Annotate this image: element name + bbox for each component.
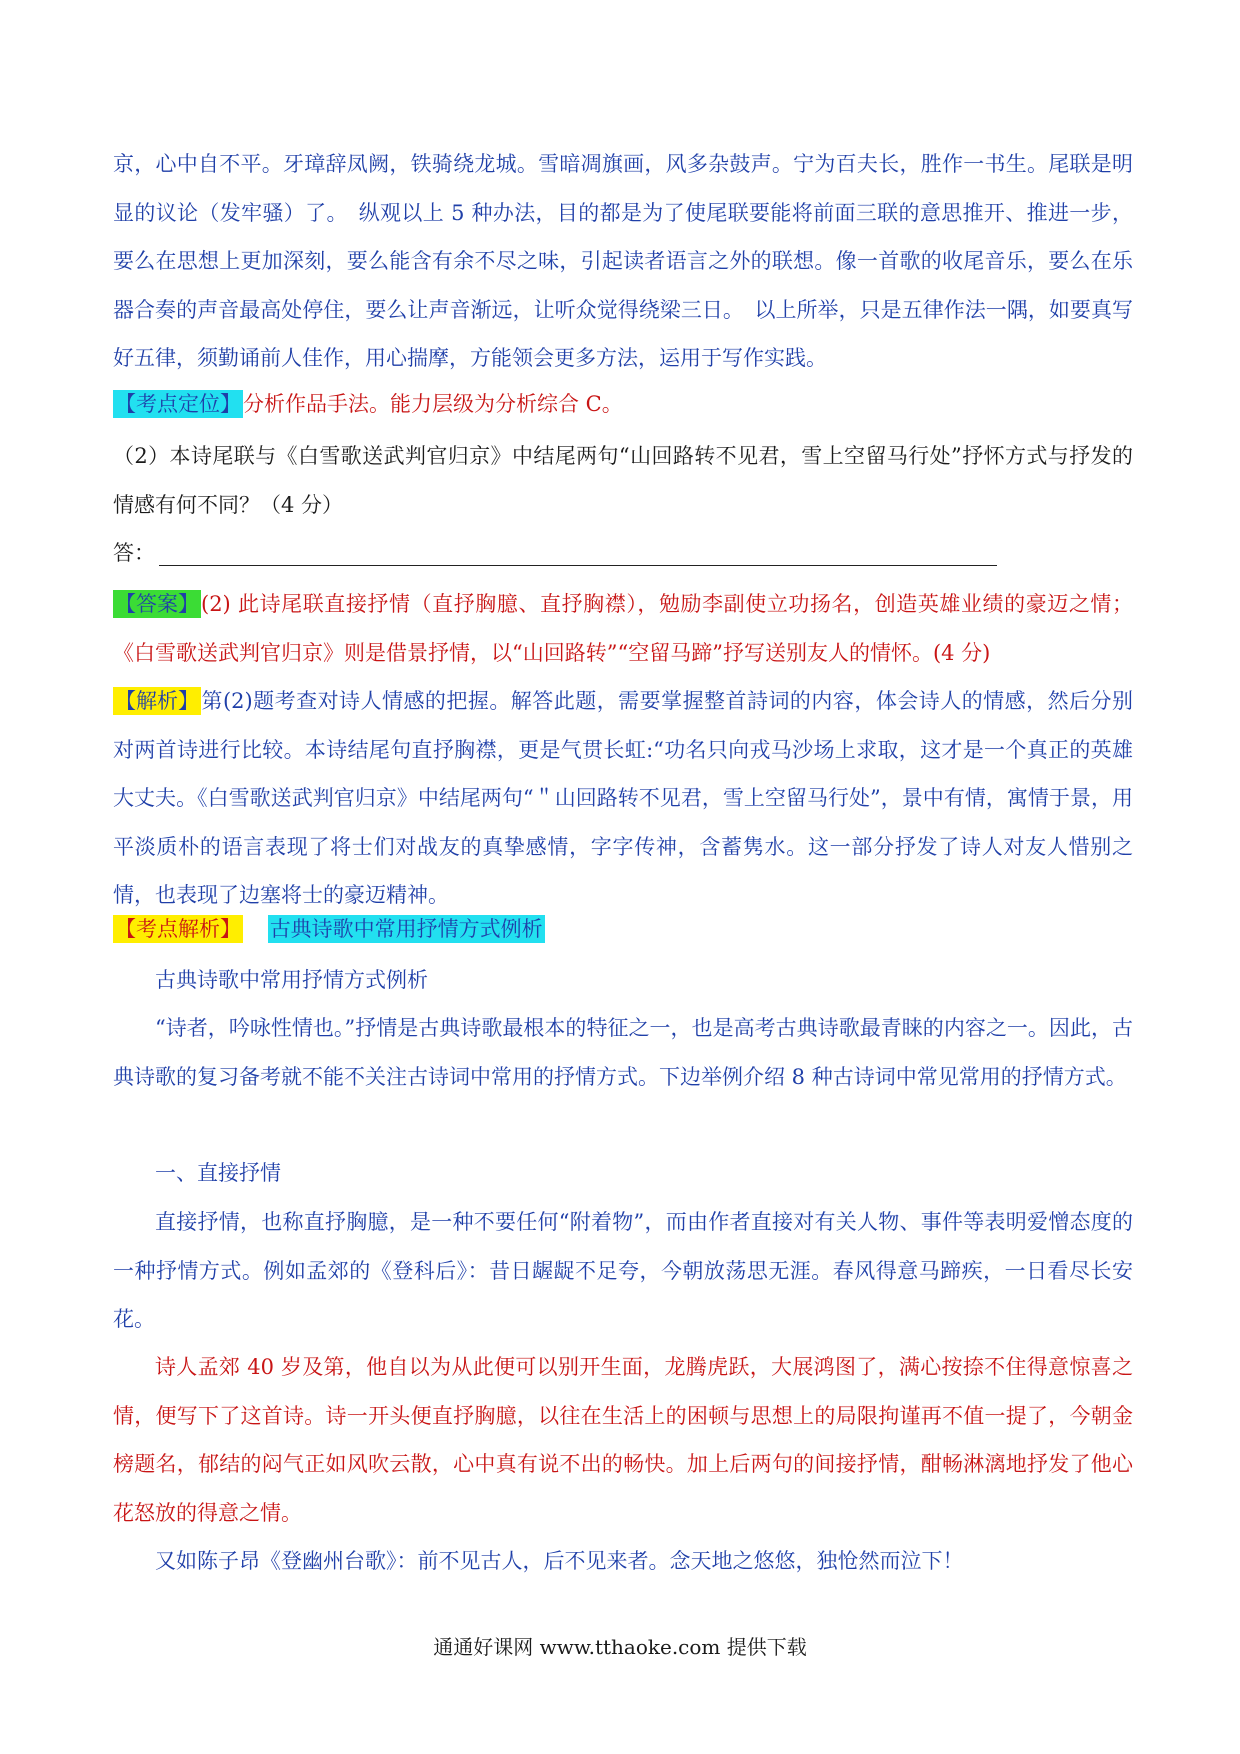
answer-tag: 【答案】: [115, 592, 199, 616]
direct-paragraph: 直接抒情，也称直抒胸臆，是一种不要任何“附着物”，而由作者直接对有关人物、事件等表明爱憎态度的一种抒情方式。例如孟郊的《登科后》：昔日龌龊不足夸，今朝放荡思无涯。春风得意马蹄疾，一日看尽长安花。: [113, 1210, 1133, 1331]
jiexi-text: 第(2)题考查对诗人情感的把握。解答此题，需要掌握整首詩词的内容，体会诗人的情感，然后分别对两首诗进行比较。本诗结尾句直抒胸襟，更是气贯长虹:“功名只向戎马沙场上求取，这才是一个真正的英雄大丈夫。《白雪歌送武判官归京》中结尾两句“＂山回路转不见君，雪上空留马行处”，景中有情，寓情于景，用平淡质朴的语言表现了将士们对战友的真挚感情，字字传神，含蓄隽水。这一部分抒发了诗人对友人惜别之情，也表现了边塞将士的豪迈精神。: [113, 689, 1133, 907]
kaodian-dingwei-row: [113, 388, 1133, 420]
kaodian-dingwei-tag: 【考点定位】: [115, 392, 241, 416]
jiexi-paragraph: [113, 677, 1133, 920]
answer-paragraph: [113, 580, 1133, 677]
footer-credit: 通通好课网 www.tthaoke.com 提供下载: [433, 1635, 807, 1659]
kaodian-jiexi-title: 古典诗歌中常用抒情方式例析: [269, 917, 543, 941]
question-2: （2）本诗尾联与《白雪歌送武判官归京》中结尾两句“山回路转不见君，雪上空留马行处”抒怀方式与抒发的情感有何不同？（4 分）: [113, 444, 1133, 517]
sub-title: 古典诗歌中常用抒情方式例析: [155, 968, 428, 992]
answer-blank-line[interactable]: [159, 543, 997, 566]
kaodian-jiexi-tag: 【考点解析】: [115, 917, 241, 941]
answer-text: (2) 此诗尾联直接抒情（直抒胸臆、直抒胸襟），勉励李副使立功扬名，创造英雄业绩的豪迈之情；《白雪歌送武判官归京》则是借景抒情，以“山回路转”“空留马蹄”抒写送别友人的情怀。(4 分): [113, 592, 1133, 665]
section-heading-direct: 一、直接抒情: [155, 1161, 281, 1185]
kaodian-dingwei-text: 分析作品手法。能力层级为分析综合 C。: [243, 392, 623, 416]
answer-field-row: [113, 537, 1133, 569]
kaodian-jiexi-row: [113, 913, 1133, 945]
paragraph-weilian-summary: 京，心中自不平。牙璋辞凤阙，铁骑绕龙城。雪暗凋旗画，风多杂鼓声。宁为百夫长，胜作一书生。尾联是明显的议论（发牢骚）了。 纵观以上 5 种办法，目的都是为了使尾联要能将前面三联的意思推开、推进一步，要么在思想上更加深刻，要么能含有余不尽之味，引起读者语言之外的联想。像一首歌的收尾音乐，要么在乐器合奏的声音最高处停住，要么让声音渐远，让听众觉得绕梁三日。 以上所举，只是五律作法一隅，如要真写好五律，须勤诵前人佳作，用心揣摩，方能领会更多方法，运用于写作实践。: [113, 152, 1133, 370]
intro-paragraph: “诗者，吟咏性情也。”抒情是古典诗歌最根本的特征之一，也是高考古典诗歌最青睐的内容之一。因此，古典诗歌的复习备考就不能不关注古诗词中常用的抒情方式。下边举例介绍 8 种古诗词中常见常用的抒情方式。: [113, 1016, 1133, 1089]
jiexi-tag: 【解析】: [115, 689, 199, 713]
chenziang-paragraph: 又如陈子昂《登幽州台歌》：前不见古人，后不见来者。念天地之悠悠，独怆然而泣下！: [155, 1549, 964, 1573]
mengjiao-paragraph: 诗人孟郊 40 岁及第，他自以为从此便可以别开生面，龙腾虎跃，大展鸿图了，满心按捺不住得意惊喜之情，便写下了这首诗。诗一开头便直抒胸臆，以往在生活上的困顿与思想上的局限拘谨再不值一提了，今朝金榜题名，郁结的闷气正如风吹云散，心中真有说不出的畅快。加上后两句的间接抒情，酣畅淋漓地抒发了他心花怒放的得意之情。: [113, 1355, 1133, 1525]
answer-label: 答：: [113, 541, 155, 565]
